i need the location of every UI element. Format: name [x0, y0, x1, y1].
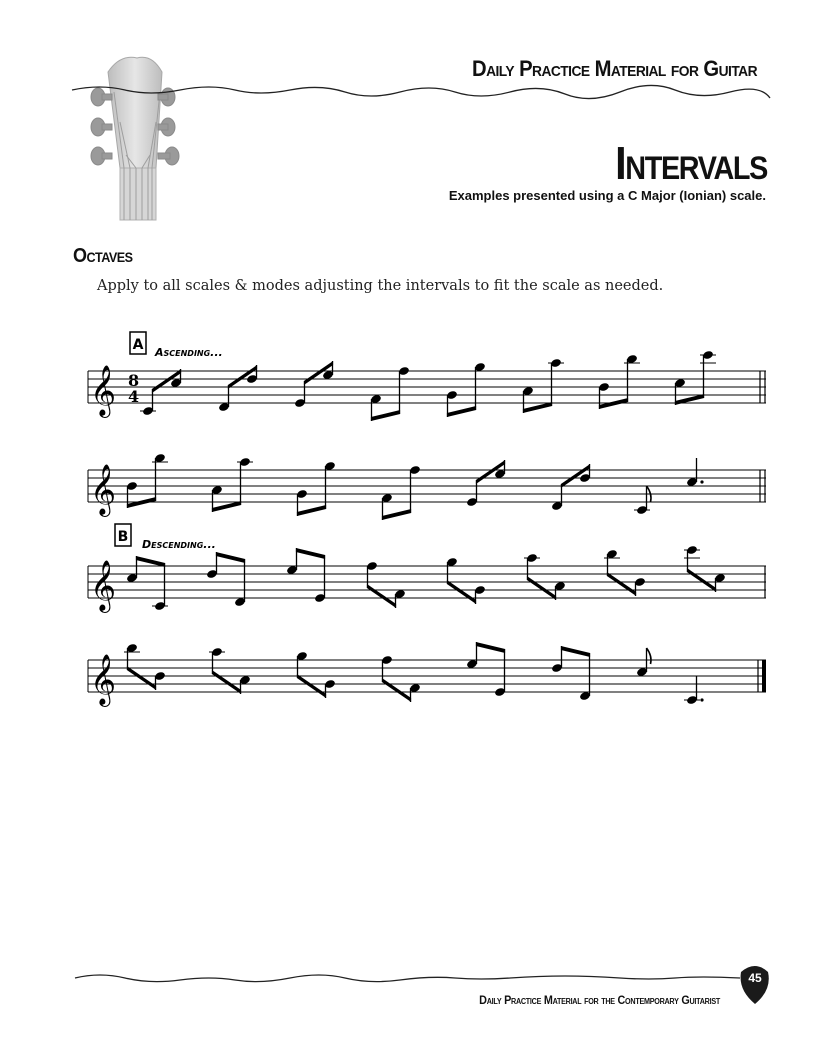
- note-beam: [447, 580, 476, 604]
- note-dot: [700, 480, 703, 483]
- beamed-eighth-pair: [126, 556, 168, 611]
- note-beam: [212, 501, 241, 512]
- time-signature-top: 8: [128, 371, 140, 390]
- beamed-eighth-pair: [124, 643, 166, 690]
- beamed-eighth-pair: [598, 354, 640, 409]
- beamed-eighth-pair: [126, 453, 168, 508]
- example-box-a: A: [132, 337, 144, 353]
- page-subtitle: Examples presented using a C Major (Ionian) scale.: [448, 188, 766, 203]
- single-note: [686, 458, 704, 487]
- page-number: 45: [748, 971, 762, 985]
- note-beam: [371, 410, 400, 421]
- note-beam: [136, 556, 165, 567]
- note-beam: [296, 548, 325, 559]
- beamed-eighth-pair: [381, 465, 421, 520]
- beamed-eighth-pair: [218, 365, 258, 412]
- note-beam: [382, 509, 411, 520]
- example-label-descending: Descending...: [142, 538, 216, 551]
- note-beam: [527, 576, 556, 600]
- example-label-b: [115, 524, 216, 551]
- page-title: Intervals: [615, 137, 767, 189]
- note-beam: [297, 505, 326, 516]
- staff-4: [88, 642, 766, 707]
- beamed-eighth-pair: [604, 549, 646, 596]
- note-flag: [647, 648, 652, 664]
- staff-1: [88, 350, 766, 421]
- treble-clef-icon: 𝄞: [90, 464, 117, 515]
- treble-clef-icon: 𝄞: [90, 654, 117, 705]
- example-box-b: B: [117, 529, 129, 545]
- note-beam: [476, 642, 505, 653]
- single-note: [634, 486, 651, 515]
- beamed-eighth-pair: [381, 655, 421, 702]
- beamed-eighth-pair: [551, 646, 591, 701]
- beamed-eighth-pair: [524, 553, 566, 600]
- footer-text: Daily Practice Material for the Contemporary Guitarist: [479, 993, 720, 1007]
- beamed-eighth-pair: [296, 651, 336, 698]
- beamed-eighth-pair: [206, 552, 246, 607]
- note-beam: [367, 584, 396, 608]
- beamed-eighth-pair: [370, 366, 410, 421]
- beamed-eighth-pair: [674, 350, 716, 405]
- example-label-ascending: Ascending...: [155, 346, 223, 359]
- beamed-eighth-pair: [466, 642, 506, 697]
- beamed-eighth-pair: [294, 361, 334, 408]
- note-beam: [607, 572, 636, 596]
- note-dot: [700, 698, 703, 701]
- single-note: [684, 676, 704, 705]
- example-label-a: [130, 332, 223, 359]
- staff-2: [88, 453, 766, 520]
- treble-clef-icon: 𝄞: [90, 560, 117, 611]
- beamed-eighth-pair: [140, 369, 182, 416]
- beamed-eighth-pair: [446, 557, 486, 604]
- note-beam: [561, 646, 590, 657]
- time-signature-bottom: 4: [128, 387, 140, 406]
- note-beam: [216, 552, 245, 563]
- beamed-eighth-pair: [522, 358, 564, 413]
- beamed-eighth-pair: [446, 362, 486, 417]
- beamed-eighth-pair: [211, 457, 253, 512]
- section-heading: Octaves: [73, 245, 133, 267]
- single-note: [636, 648, 651, 677]
- header-title: Daily Practice Material for Guitar: [472, 56, 757, 81]
- note-beam: [687, 568, 716, 592]
- note-beam: [523, 402, 552, 413]
- note-beam: [297, 674, 326, 698]
- treble-clef-icon: 𝄞: [90, 365, 117, 416]
- beamed-eighth-pair: [684, 545, 726, 592]
- beamed-eighth-pair: [466, 460, 506, 507]
- beamed-eighth-pair: [286, 548, 326, 603]
- beamed-eighth-pair: [209, 647, 251, 694]
- instruction-text: Apply to all scales & modes adjusting the intervals to fit the scale as needed.: [97, 278, 664, 294]
- note-beam: [382, 678, 411, 702]
- note-beam: [447, 406, 476, 417]
- beamed-eighth-pair: [366, 561, 406, 608]
- beamed-eighth-pair: [551, 464, 591, 511]
- note-beam: [127, 666, 156, 690]
- staff-3: [88, 545, 766, 613]
- beamed-eighth-pair: [296, 461, 336, 516]
- note-beam: [212, 670, 241, 694]
